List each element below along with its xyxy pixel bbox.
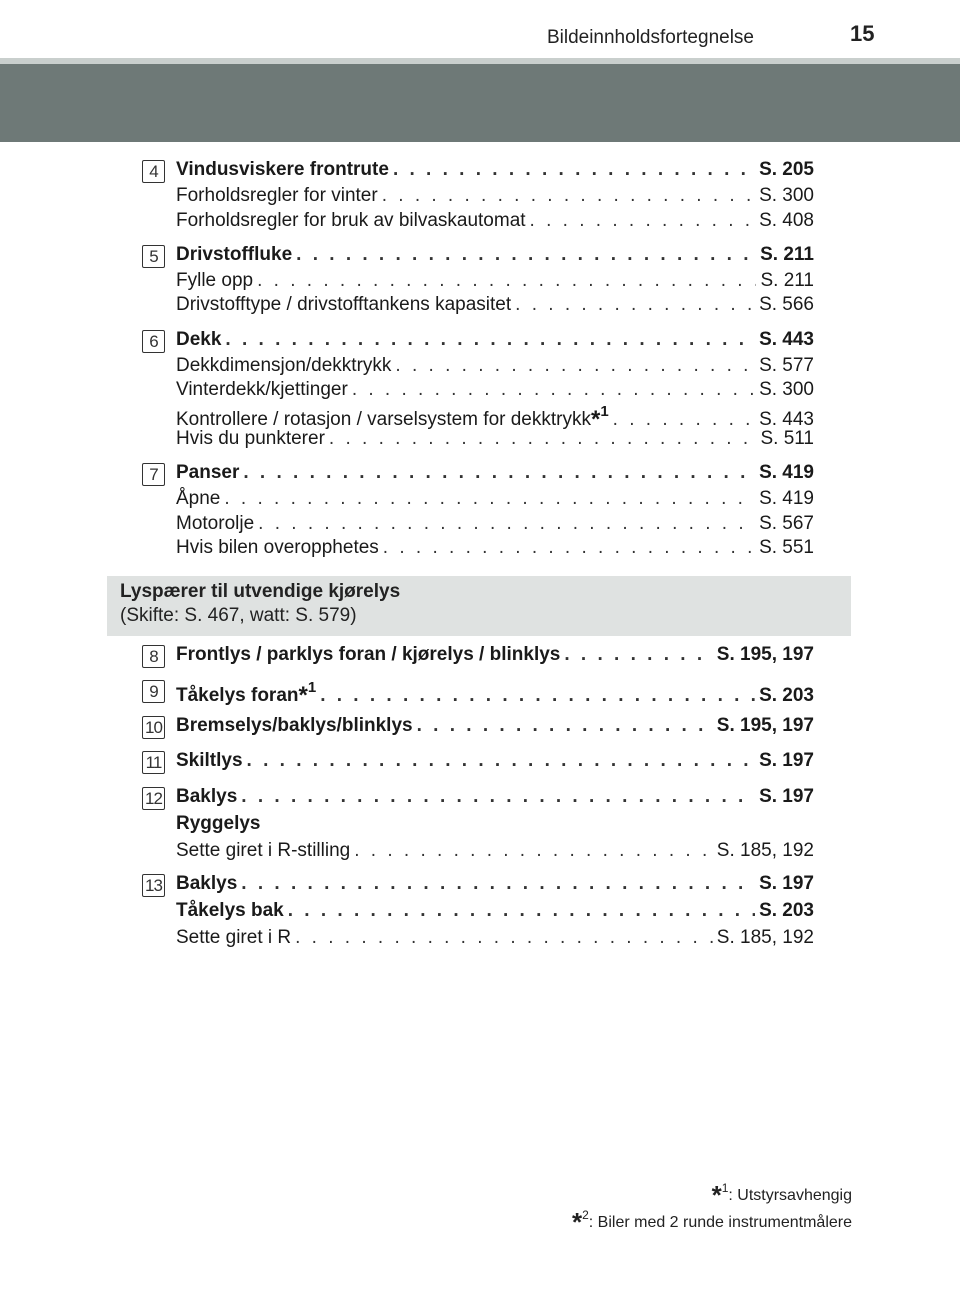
toc-subheading (176, 813, 814, 837)
leader-dots (243, 462, 755, 484)
entry-label: Tåkelys bak (176, 900, 284, 921)
leader-dots (296, 244, 756, 266)
toc-entry[interactable] (176, 750, 814, 774)
header-title: Bildeinnholdsfortegnelse (546, 27, 754, 48)
header-band (0, 64, 960, 142)
toc-entry[interactable] (176, 379, 814, 403)
toc-entry[interactable] (176, 927, 814, 951)
toc-entry[interactable] (176, 185, 814, 209)
item-badge: 5 (142, 245, 165, 268)
entry-label: Motorolje (176, 513, 255, 534)
entry-page: S. 419 (759, 462, 814, 483)
footnote-star: * (590, 406, 601, 433)
entry-label: Drivstofftype / drivstofftankens kapasitet (176, 294, 512, 315)
leader-dots (241, 873, 755, 895)
entry-page: S. 408 (759, 210, 814, 231)
entry-page: S. 443 (759, 409, 814, 430)
toc-entry[interactable] (176, 294, 814, 318)
entry-label: Fylle opp (176, 270, 254, 291)
toc-entry[interactable] (176, 428, 814, 452)
toc-entry[interactable] (176, 462, 814, 486)
leader-dots (241, 786, 755, 808)
section-header-box (107, 576, 851, 636)
toc-entry[interactable] (176, 873, 814, 897)
entry-label: Dekk (176, 329, 222, 350)
entry-label-with-footnote (176, 679, 320, 710)
entry-label: Frontlys / parklys foran / kjørelys / blinklys (176, 644, 561, 665)
entry-page: S. 300 (759, 185, 814, 206)
toc-entry[interactable] (176, 840, 814, 864)
entry-label: Tåkelys foran (176, 685, 299, 706)
entry-label: Sette giret i R (176, 927, 292, 948)
page-number: 15 (850, 21, 875, 46)
footnote-ref: 1 (600, 403, 609, 420)
leader-dots (564, 644, 712, 666)
footnote (572, 1207, 852, 1238)
toc-entry[interactable] (176, 210, 814, 234)
leader-dots (383, 537, 755, 559)
entry-page: S. 577 (759, 355, 814, 376)
toc-entry[interactable] (176, 159, 814, 183)
toc-entry[interactable] (176, 644, 814, 668)
entry-page: S. 551 (759, 537, 814, 558)
entry-page: S. 203 (759, 900, 814, 921)
leader-dots (257, 270, 756, 292)
entry-label: Forholdsregler for vinter (176, 185, 378, 206)
entry-page: S. 205 (759, 159, 814, 180)
leader-dots (382, 185, 755, 207)
entry-label: Hvis bilen overopphetes (176, 537, 379, 558)
leader-dots (417, 715, 713, 737)
toc-entry[interactable] (176, 537, 814, 561)
entry-page: S. 211 (760, 244, 814, 265)
entry-page: S. 197 (759, 873, 814, 894)
leader-dots (395, 355, 755, 377)
entry-page: S. 211 (760, 270, 814, 291)
entry-label: Dekkdimensjon/dekktrykk (176, 355, 392, 376)
leader-dots (225, 329, 755, 351)
item-badge: 11 (142, 751, 165, 774)
toc-entry[interactable] (176, 679, 814, 709)
item-badge: 7 (142, 463, 165, 486)
leader-dots (354, 840, 713, 862)
item-badge: 12 (142, 787, 165, 810)
entry-label: Hvis du punkterer (176, 428, 325, 449)
toc-entry[interactable] (176, 715, 814, 739)
toc-entry[interactable] (176, 488, 814, 512)
entry-page: S. 300 (759, 379, 814, 400)
entry-page: S. 567 (759, 513, 814, 534)
entry-page: S. 443 (759, 329, 814, 350)
entry-page: S. 185, 192 (716, 927, 814, 948)
entry-page: S. 185, 192 (716, 840, 814, 861)
entry-label: Vinterdekk/kjettinger (176, 379, 348, 400)
entry-label: Ryggelys (176, 813, 261, 834)
leader-dots (247, 750, 756, 772)
footnote-ref: 1 (307, 679, 317, 696)
entry-page: S. 195, 197 (716, 715, 814, 736)
toc-entry[interactable] (176, 513, 814, 537)
entry-page: S. 195, 197 (716, 644, 814, 665)
footnote-star: * (298, 682, 308, 709)
entry-label: Sette giret i R-stilling (176, 840, 351, 861)
leader-dots (320, 685, 755, 707)
entry-page: S. 419 (759, 488, 814, 509)
item-badge: 8 (142, 645, 165, 668)
footnote-text: : Biler med 2 runde instrumentmålere (588, 1214, 852, 1231)
entry-page: S. 197 (759, 786, 814, 807)
leader-dots (288, 900, 755, 922)
entry-label: Baklys (176, 873, 238, 894)
footnote-number: 1 (721, 1181, 729, 1195)
leader-dots (329, 428, 757, 450)
page-header (0, 0, 960, 58)
leader-dots (295, 927, 713, 949)
entry-label: Drivstoffluke (176, 244, 293, 265)
entry-page: S. 197 (759, 750, 814, 771)
entry-page: S. 511 (760, 428, 814, 449)
item-badge: 9 (142, 680, 165, 703)
toc-entry[interactable] (176, 786, 814, 810)
item-badge: 13 (142, 874, 165, 897)
footnote-number: 2 (582, 1208, 589, 1222)
leader-dots (352, 379, 755, 401)
toc-entry[interactable] (176, 270, 814, 294)
entry-label: Bremselys/baklys/blinklys (176, 715, 413, 736)
toc-entry[interactable] (176, 900, 814, 924)
toc-entry[interactable] (176, 403, 814, 433)
item-badge: 10 (142, 716, 165, 739)
entry-page: S. 566 (759, 294, 814, 315)
entry-label: Åpne (176, 488, 221, 509)
leader-dots (515, 294, 755, 316)
entry-label: Forholdsregler for bruk av bilvaskautomat (176, 210, 526, 231)
leader-dots (258, 513, 755, 535)
entry-label: Skiltlys (176, 750, 243, 771)
footnote-text: : Utstyrsavhengig (728, 1187, 852, 1204)
entry-label: Baklys (176, 786, 238, 807)
toc-entry[interactable] (176, 244, 814, 268)
leader-dots (530, 210, 756, 232)
footnote-star: * (711, 1180, 722, 1210)
leader-dots (224, 488, 755, 510)
section-title: Lyspærer til utvendige kjørelys (120, 581, 401, 602)
toc-entry[interactable] (176, 355, 814, 379)
entry-page: S. 203 (759, 685, 814, 706)
entry-label: Vindusviskere frontrute (176, 159, 389, 180)
footnote-star: * (571, 1207, 583, 1237)
item-badge: 4 (142, 160, 165, 183)
leader-dots (393, 159, 755, 181)
section-subtitle: (Skifte: S. 467, watt: S. 579) (120, 605, 357, 626)
item-badge: 6 (142, 330, 165, 353)
entry-label: Panser (176, 462, 240, 483)
entry-label: Kontrollere / rotasjon / varselsystem for dekktrykk (176, 409, 591, 430)
toc-entry[interactable] (176, 329, 814, 353)
